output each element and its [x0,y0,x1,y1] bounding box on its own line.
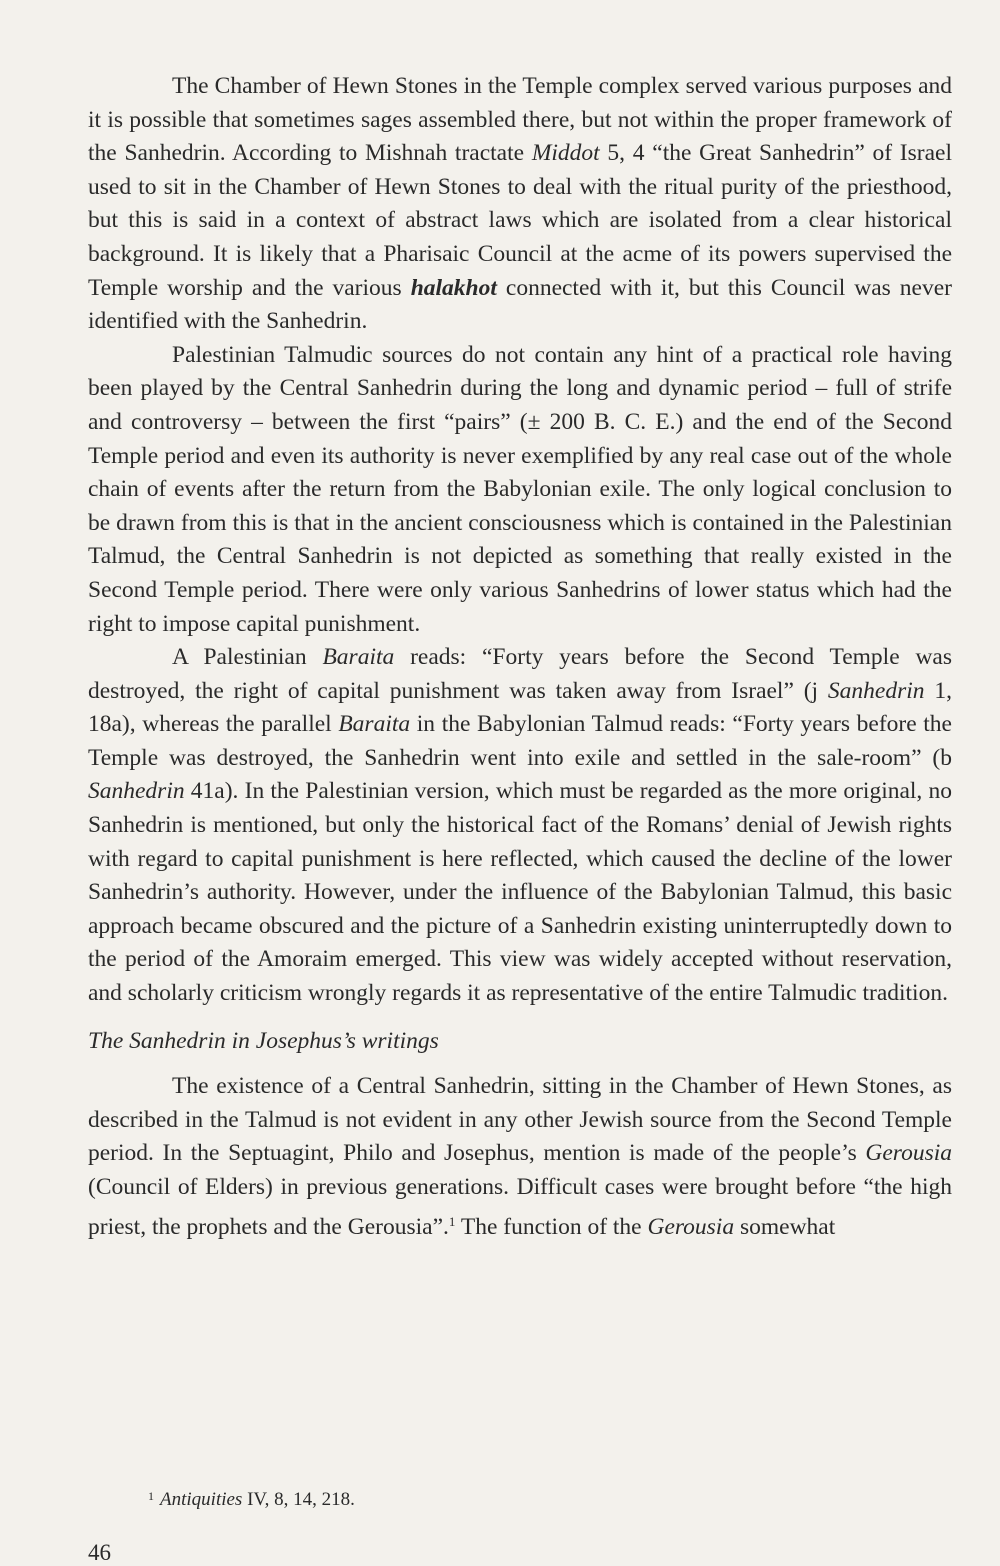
italic-term: Gerousia [647,1213,735,1240]
text-run: The function of the [455,1213,648,1240]
italic-term: Baraita [338,711,411,738]
footnote-source: Antiquities [160,1489,243,1510]
text-run: 5, 4 “the Great Sanhedrin” of Israel used to sit in the Chamber of Hewn Stones to deal with the ritual purity of the priesthood, but this is said in a context of abstract laws which are isolated from a clear historical background. It is likely that a Pharisaic Council at the acme of its powers supervised the Temple worship and the various [88,140,952,301]
italic-term: Sanhedrin [827,677,925,704]
italic-term: Sanhedrin [88,778,185,805]
text-run: in the Babylonian Talmud reads: “Forty years before the Temple was destroyed, the Sanhedrin went into exile and settled in the sale-room” (b [88,711,952,771]
italic-term: Middot [531,140,600,167]
section-heading: The Sanhedrin in Josephus’s writings [88,1027,439,1054]
text-run: 41a). In the Palestinian version, which must be regarded as the more original, no Sanhedrin is mentioned, but only the historical fact of the Romans’ denial of Jewish rights with regard to capital punishment is here reflected, which caused the decline of the lower Sanhedrin’s authority. However, under the influence of the Babylonian Talmud, this basic approach became obscured and the picture of a Sanhedrin existing uninterruptedly down to the period of the Amoraim emerged. This view was widely accepted without reservation, and scholarly criticism wrongly regards it as representative of the entire Talmudic tradition. [88,778,952,1007]
text-run: 1, 18a), whereas the parallel [88,677,952,738]
page-number: 46 [88,1540,111,1565]
text-run: (Council of Elders) in previous generations. Difficult cases were brought before “the high priest, the prophets and the Gerousia”. [88,1174,952,1240]
paragraph-3 [88,641,952,1011]
text-run: Palestinian Talmudic sources do not contain any hint of a practical role having been played by the Central Sanhedrin during the long and dynamic period – full of strife and controversy – between the first “pairs” (± 200 B. C. E.) and the end of the Second Temple period and even its authority is never exemplified by any real case out of the whole chain of events after the return from the Babylonian exile. The only logical conclusion to be drawn from this is that in the ancient consciousness which is contained in the Palestinian Talmud, the Central Sanhedrin is not depicted as something that really existed in the Second Temple period. There were only various Sanhedrins of lower status which had the right to impose capital punishment. [88,341,952,637]
footnote-marker: 1 [148,1489,154,1503]
main-text [88,70,952,1244]
footnotes [88,1483,952,1513]
bold-italic-term: halakhot [410,274,497,301]
italic-term: Gerousia [865,1140,952,1167]
section-paragraph-1 [88,1070,952,1244]
text-run: The Chamber of Hewn Stones in the Temple complex served various purposes and it is possible that sometimes sages assembled there, but not within the proper framework of the Sanhedrin. According to Mishnah tractate [88,73,952,167]
footnote-reference: 1 [448,1213,456,1229]
paragraph-2 [88,339,952,641]
footnote-1 [88,1483,952,1513]
text-run: reads: “Forty years before the Second Temple was destroyed, the right of capital punishment was taken away from Israel” (j [88,644,952,704]
paragraph-1 [88,70,952,339]
footnote-reference-text: IV, 8, 14, 218. [242,1489,355,1510]
text-run: The existence of a Central Sanhedrin, sitting in the Chamber of Hewn Stones, as described in the Talmud is not evident in any other Jewish source from the Second Temple period. In the Septuagint, Philo and Josephus, mention is made of the people’s [88,1073,952,1167]
text-run: connected with it, but this Council was never identified with the Sanhedrin. [88,274,952,335]
text-run: A Palestinian [172,644,323,671]
text-run: somewhat [734,1213,836,1240]
italic-term: Baraita [322,644,395,671]
